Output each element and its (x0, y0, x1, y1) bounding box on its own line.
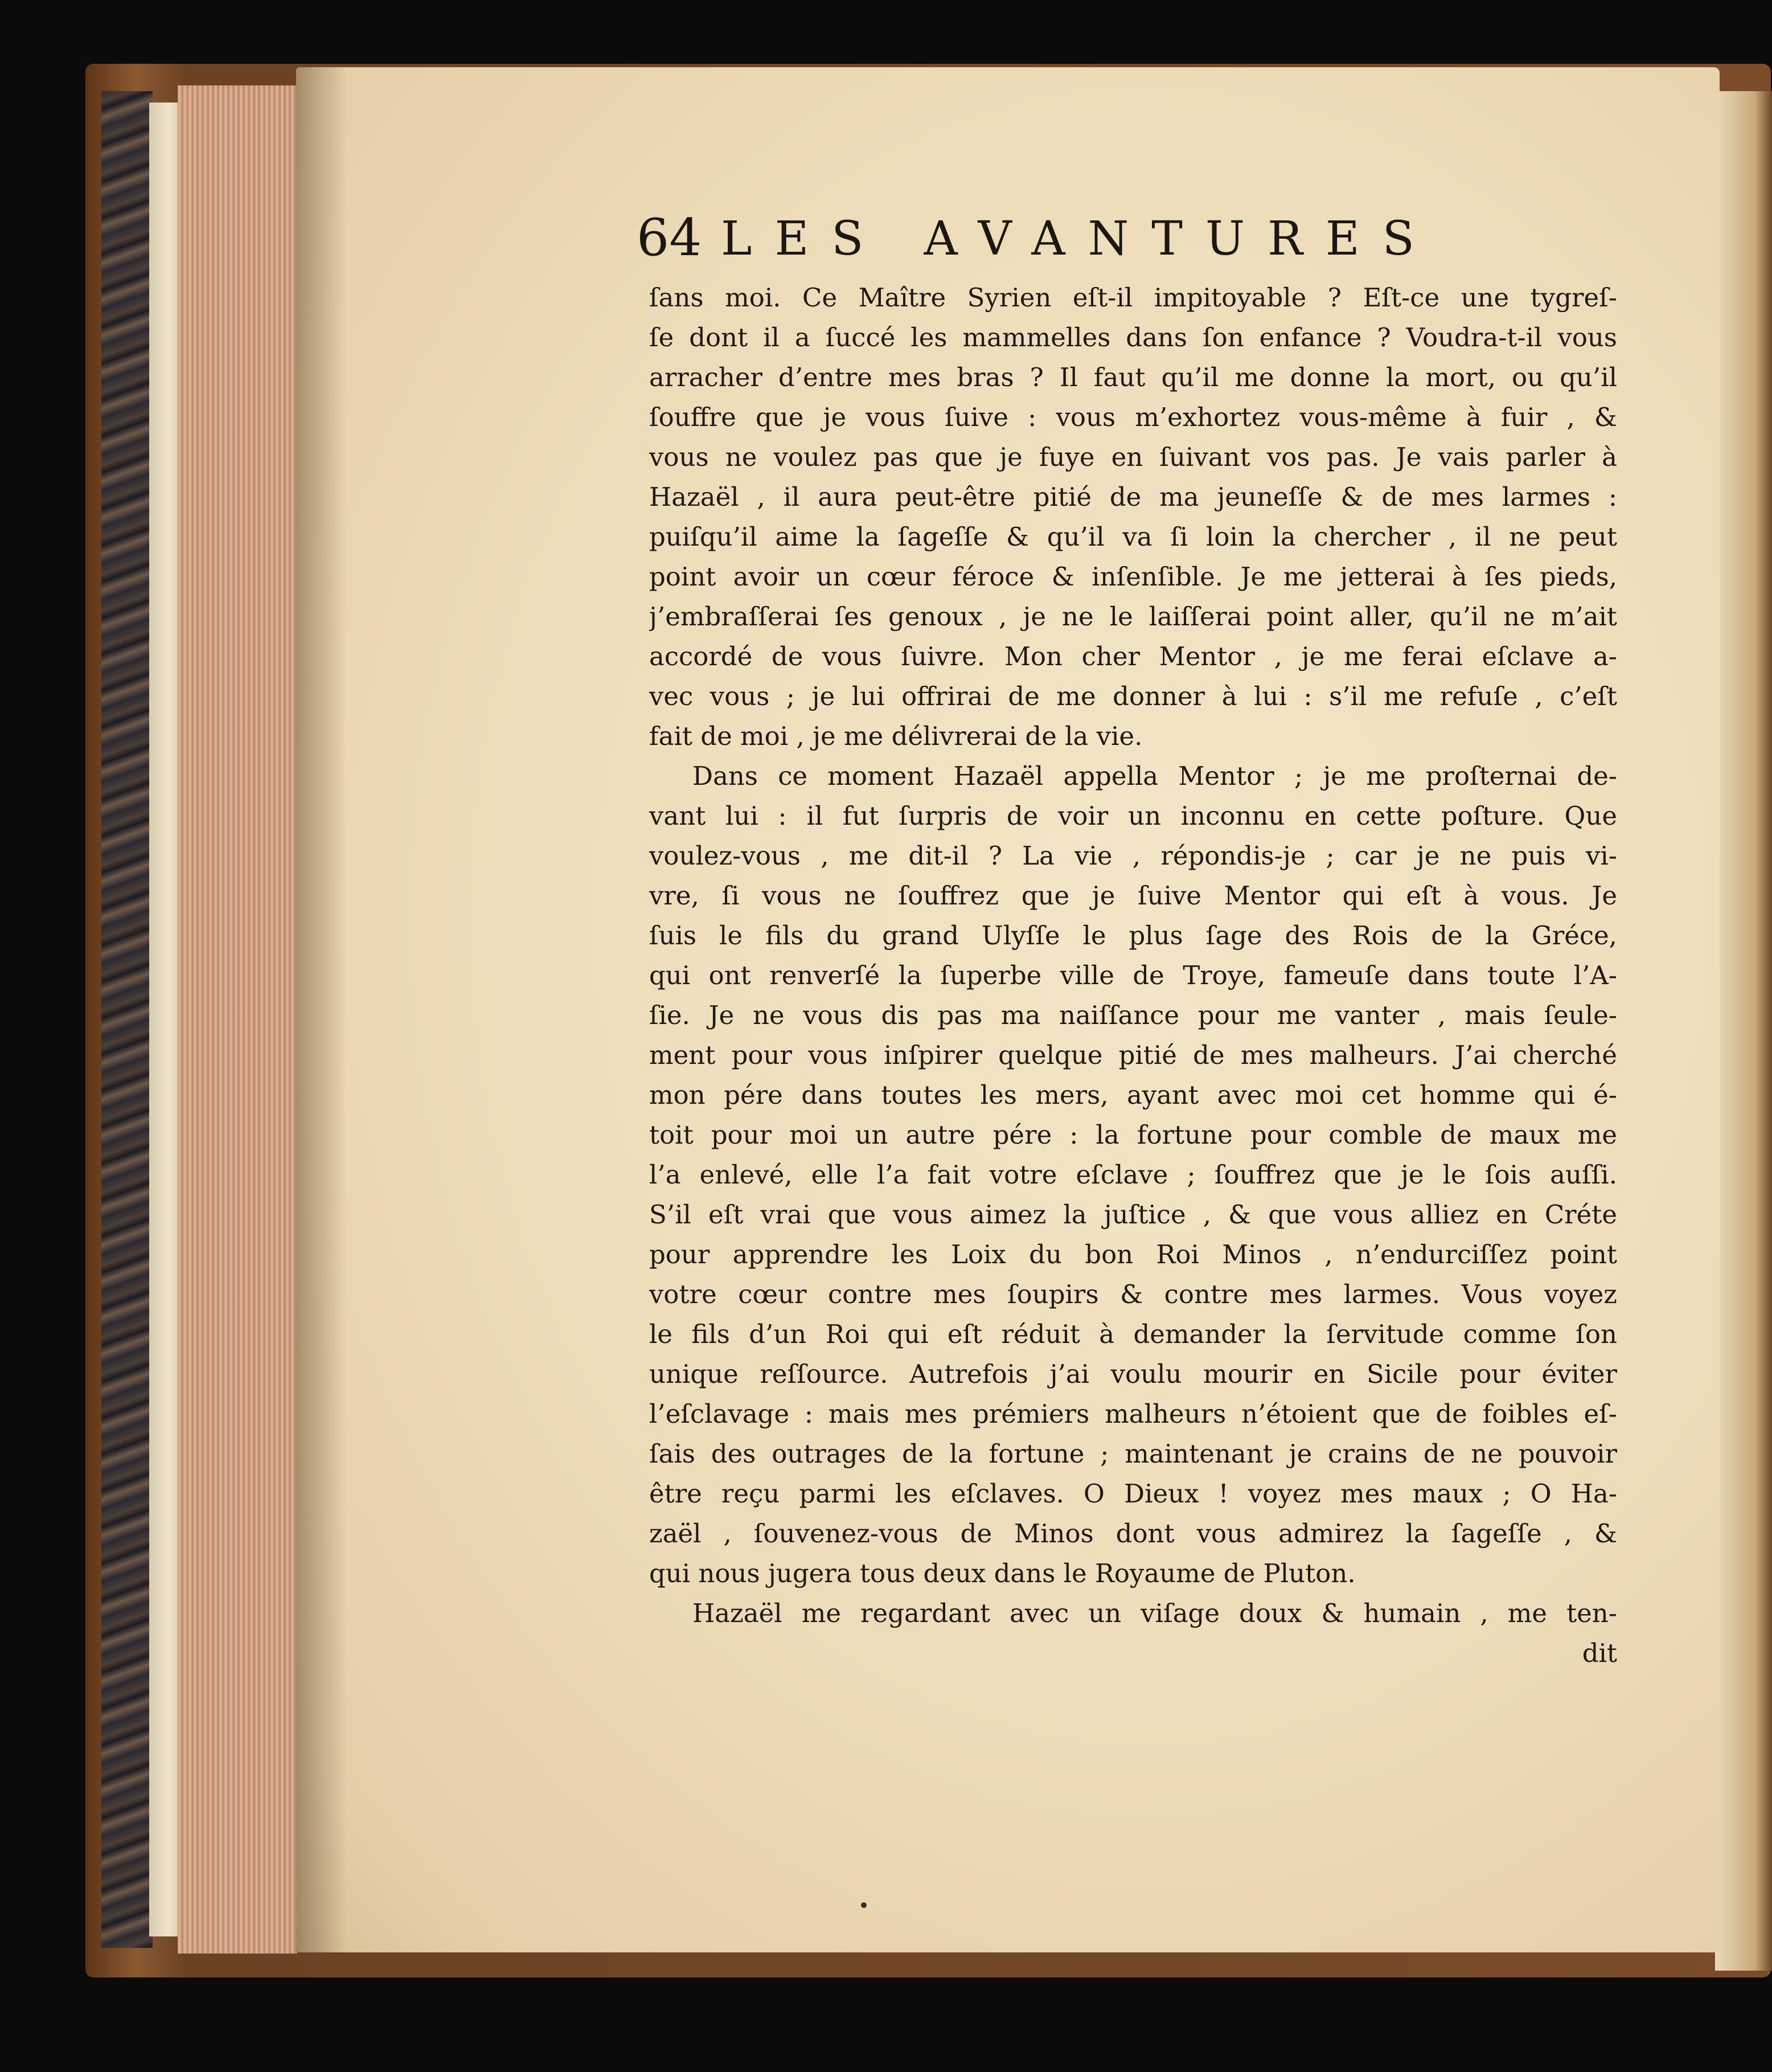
running-title: LES AVANTURES (721, 212, 1437, 266)
text-line: point avoir un cœur féroce & inſenſible. Je me jetterai à ſes pieds, (649, 562, 1617, 592)
facing-page-edge (1715, 91, 1772, 1971)
text-line: l’eſclavage : mais mes prémiers malheurs n’étoient que de foibles eſ- (649, 1399, 1617, 1429)
text-line: ſuis le fils du grand Ulyſſe le plus ſage des Rois de la Gréce, (649, 920, 1617, 951)
text-line: toit pour moi un autre pére : la fortune pour comble de maux me (649, 1120, 1617, 1150)
text-line: l’a enlevé, elle l’a fait votre eſclave ; ſouffrez que je le ſois auſſi. (649, 1160, 1617, 1190)
text-line: vant lui : il fut ſurpris de voir un inconnu en cette poſture. Que (649, 801, 1617, 831)
text-line: ſie. Je ne vous dis pas ma naiſſance pour me vanter , mais ſeule- (649, 1000, 1617, 1030)
text-line: accordé de vous ſuivre. Mon cher Mentor , je me ferai eſclave a- (649, 641, 1617, 671)
text-line: j’embraſſerai ſes genoux , je ne le laiſſerai point aller, qu’il ne m’ait (649, 601, 1617, 632)
text-line: Dans ce moment Hazaël appella Mentor ; je me proſternai de- (692, 761, 1617, 791)
gutter-shadow (296, 67, 347, 1952)
page-header (637, 205, 1616, 268)
text-line: S’il eſt vrai que vous aimez la juſtice , & que vous alliez en Créte (649, 1199, 1617, 1230)
text-line: fait de moi , je me délivrerai de la vie. (649, 721, 1143, 751)
text-line: ſouffre que je vous ſuive : vous m’exhortez vous-même à fuir , & (649, 402, 1617, 432)
text-line: vre, ſi vous ne ſouffrez que je ſuive Mentor qui eſt à vous. Je (649, 881, 1617, 911)
page-number: 64 (637, 208, 702, 268)
text-line: mon pére dans toutes les mers, ayant avec moi cet homme qui é- (649, 1080, 1617, 1110)
text-line: vec vous ; je lui offrirai de me donner à lui : s’il me refuſe , c’eſt (649, 681, 1617, 711)
text-line: le fils d’un Roi qui eſt réduit à demander la ſervitude comme ſon (649, 1319, 1617, 1349)
text-line: voulez-vous , me dit-il ? La vie , répondis-je ; car je ne puis vi- (649, 841, 1617, 871)
text-line: pour apprendre les Loix du bon Roi Minos , n’endurciſſez point (649, 1239, 1617, 1270)
text-line: puiſqu’il aime la ſageſſe & qu’il va ſi loin la chercher , il ne peut (649, 522, 1617, 552)
body-text (649, 278, 1617, 1673)
text-line: être reçu parmi les eſclaves. O Dieux ! voyez mes maux ; O Ha- (649, 1479, 1617, 1509)
text-line: vous ne voulez pas que je fuye en ſuivant vos pas. Je vais parler à (649, 442, 1617, 472)
marbled-endpaper (101, 91, 153, 1948)
text-line: ſais des outrages de la fortune ; maintenant je crains de ne pouvoir (649, 1439, 1617, 1469)
page-edges (178, 85, 297, 1954)
text-line: Hazaël me regardant avec un viſage doux & humain , me ten- (692, 1598, 1617, 1628)
text-line: qui ont renverſé la ſuperbe ville de Troye, fameuſe dans toute l’A- (649, 960, 1617, 990)
text-line: ſe dont il a ſuccé les mammelles dans ſon enfance ? Voudra-t-il vous (649, 322, 1617, 353)
text-line: unique reſſource. Autrefois j’ai voulu mourir en Sicile pour éviter (649, 1359, 1617, 1389)
printer-mark (861, 1902, 867, 1908)
text-line: qui nous jugera tous deux dans le Royaume de Pluton. (649, 1558, 1356, 1588)
text-line: votre cœur contre mes ſoupirs & contre mes larmes. Vous voyez (649, 1279, 1617, 1309)
text-line: zaël , ſouvenez-vous de Minos dont vous admirez la ſageſſe , & (649, 1518, 1617, 1549)
text-line: ſans moi. Ce Maître Syrien eſt-il impitoyable ? Eſt-ce une tygreſ- (649, 282, 1617, 313)
text-line: Hazaël , il aura peut-être pitié de ma jeuneſſe & de mes larmes : (649, 482, 1617, 512)
text-line: ment pour vous inſpirer quelque pitié de mes malheurs. J’ai cherché (649, 1040, 1617, 1070)
text-line: arracher d’entre mes bras ? Il faut qu’il me donne la mort, ou qu’il (649, 362, 1617, 392)
text-line: dit (1582, 1638, 1617, 1668)
